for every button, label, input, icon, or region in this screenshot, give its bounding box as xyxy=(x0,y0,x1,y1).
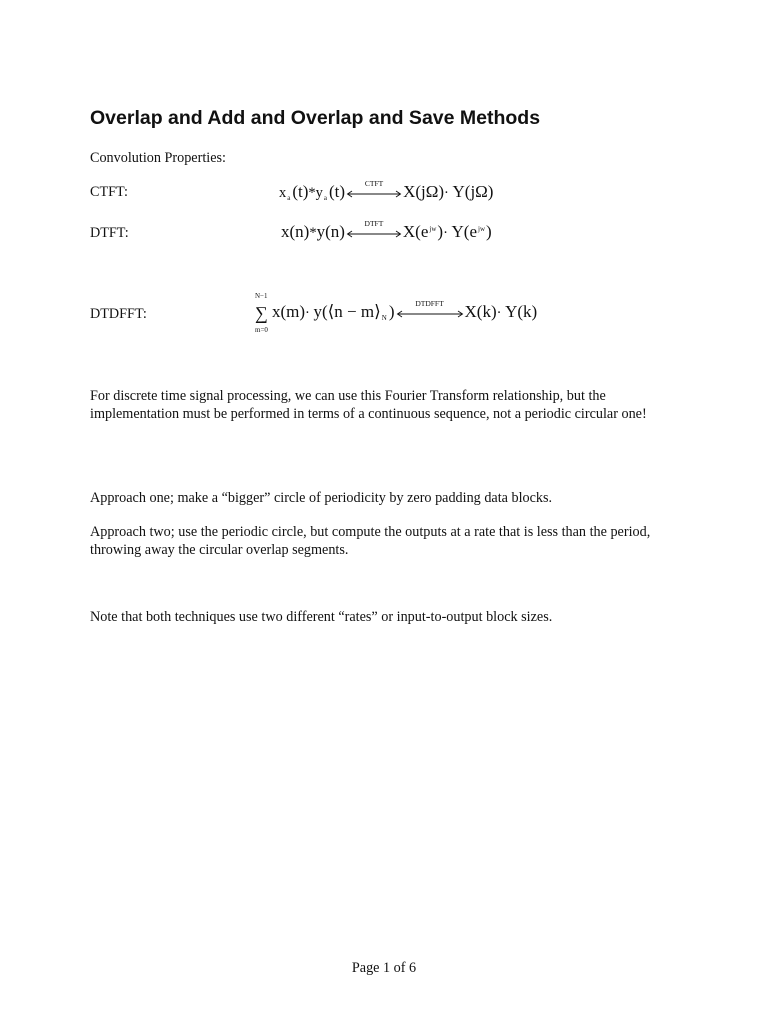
paragraph-note: Note that both techniques use two different “rates” or input-to-output block sizes. xyxy=(90,609,553,625)
dtft-equation: x(n)*y(n) DTFT $X(e^{jw})\cdot Y(e^{jw})$ xyxy=(281,218,492,241)
paragraph-discrete-time: For discrete time signal processing, we can use this Fourier Transform relationship, but the implementation must be performed in terms of a continuous sequence, not a periodic circular one! xyxy=(90,388,647,422)
ctft-label: CTFT: xyxy=(90,184,128,200)
document-title: Overlap and Add and Overlap and Save Methods xyxy=(90,107,541,129)
dtft-double-arrow: DTFT xyxy=(346,230,402,238)
paragraph-approach-one: Approach one; make a “bigger” circle of periodicity by zero padding data blocks. xyxy=(90,490,553,506)
ctft-equation: $x_a$ $(t)*y_a$ (t) CTFT X(jΩ)· Y(jΩ) xyxy=(279,178,494,202)
summation-symbol: N−1 ∑ m=0 xyxy=(255,291,268,334)
intro-text: Convolution Properties: xyxy=(90,150,226,166)
dtdfft-double-arrow: DTDFFT xyxy=(396,310,464,318)
dtft-label: DTFT: xyxy=(90,225,129,241)
page-number: Page 1 of 6 xyxy=(351,960,417,976)
dtdfft-equation: N−1 ∑ m=0 x(m)· y(⟨n − $m⟩_N$ ) DTDFFT X(k)· Y(k) xyxy=(255,291,538,334)
ctft-double-arrow: CTFT xyxy=(346,190,402,198)
paragraph-approach-two: Approach two; use the periodic circle, but compute the outputs at a rate that is less than the period, throwing away the circular overlap segments. xyxy=(90,524,651,558)
dtdfft-label: DTDFFT: xyxy=(90,306,147,322)
